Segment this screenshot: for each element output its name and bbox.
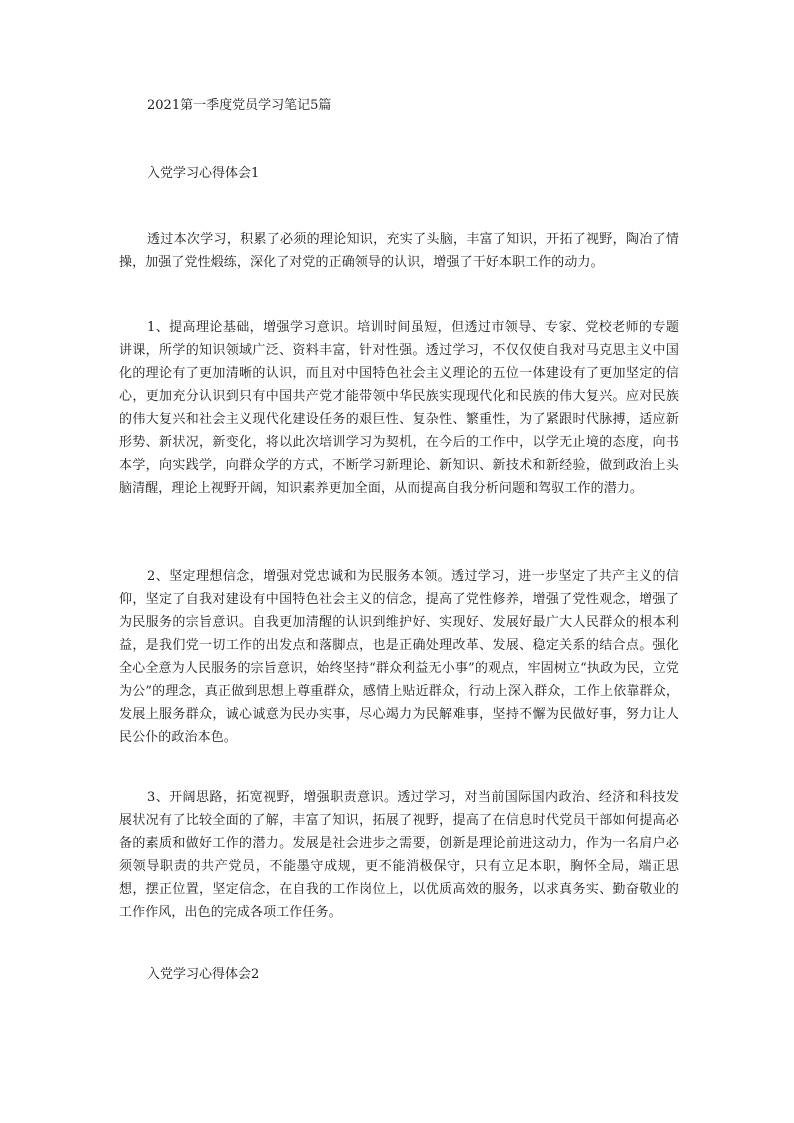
document-title: 2021第一季度党员学习笔记5篇: [147, 98, 332, 113]
paragraph-point-2: 2、坚定理想信念，增强对党忠诚和为民服务本领。透过学习，进一步坚定了共产主义的信仰，坚定了自我对建设有中国特色社会主义的信念，提高了党性修养，增强了党性观念，增强了为民服务的宗旨意识。自我更加清醒的认识到维护好、实现好、发展好最广大人民群众的根本利益，是我们党一切工作的出发点和落脚点，也是正确处理改革、发展、稳定关系的结合点。强化全心全意为人民服务的宗旨意识，始终坚持“群众利益无小事”的观点，牢固树立“执政为民，立党为公”的理念，真正做到思想上尊重群众，感情上贴近群众，行动上深入群众，工作上依靠群众，发展上服务群众，诚心诚意为民办实事，尽心竭力为民解难事，坚持不懈为民做好事，努力让人民公仆的政治本色。: [119, 569, 679, 745]
paragraph-point-3: 3、开阔思路，拓宽视野，增强职责意识。透过学习，对当前国际国内政治、经济和科技发展状况有了比较全面的了解，丰富了知识，拓展了视野，提高了在信息时代党员干部如何提高必备的素质和做好工作的潜力。发展是社会进步之需要，创新是理论前进这动力，作为一名肩户必须领导职责的共产党员，不能墨守成规，更不能消极保守，只有立足本职，胸怀全局，端正思想，摆正位置，坚定信念，在自我的工作岗位上，以优质高效的服务，以求真务实、勤奋敬业的工作作风，出色的完成各项工作任务。: [119, 790, 679, 920]
section-heading-1: 入党学习心得体会1: [147, 166, 260, 181]
paragraph-intro: 透过本次学习，积累了必须的理论知识，充实了头脑，丰富了知识，开拓了视野，陶冶了情操，加强了党性煅练，深化了对党的正确领导的认识，增强了干好本职工作的动力。: [119, 232, 679, 270]
paragraph-point-1: 1、提高理论基础，增强学习意识。培训时间虽短，但透过市领导、专家、党校老师的专题讲课，所学的知识领域广泛、资料丰富，针对性强。透过学习，不仅仅使自我对马克思主义中国化的理论有了更加清晰的认识，而且对中国特色社会主义理论的五位一体建设有了更加坚定的信心，更加充分认识到只有中国共产党才能带领中华民族实现现代化和民族的伟大复兴。应对民族的伟大复兴和社会主义现代化建设任务的艰巨性、复杂性、繁重性，为了紧跟时代脉搏，适应新形势、新状况，新变化，将以此次培训学习为契机，在今后的工作中，以学无止境的态度，向书本学，向实践学，向群众学的方式，不断学习新理论、新知识、新技术和新经验，做到政治上头脑清醒，理论上视野开阔，知识素养更加全面，从而提高自我分析问题和驾驭工作的潜力。: [119, 320, 679, 496]
section-heading-2: 入党学习心得体会2: [147, 967, 260, 982]
